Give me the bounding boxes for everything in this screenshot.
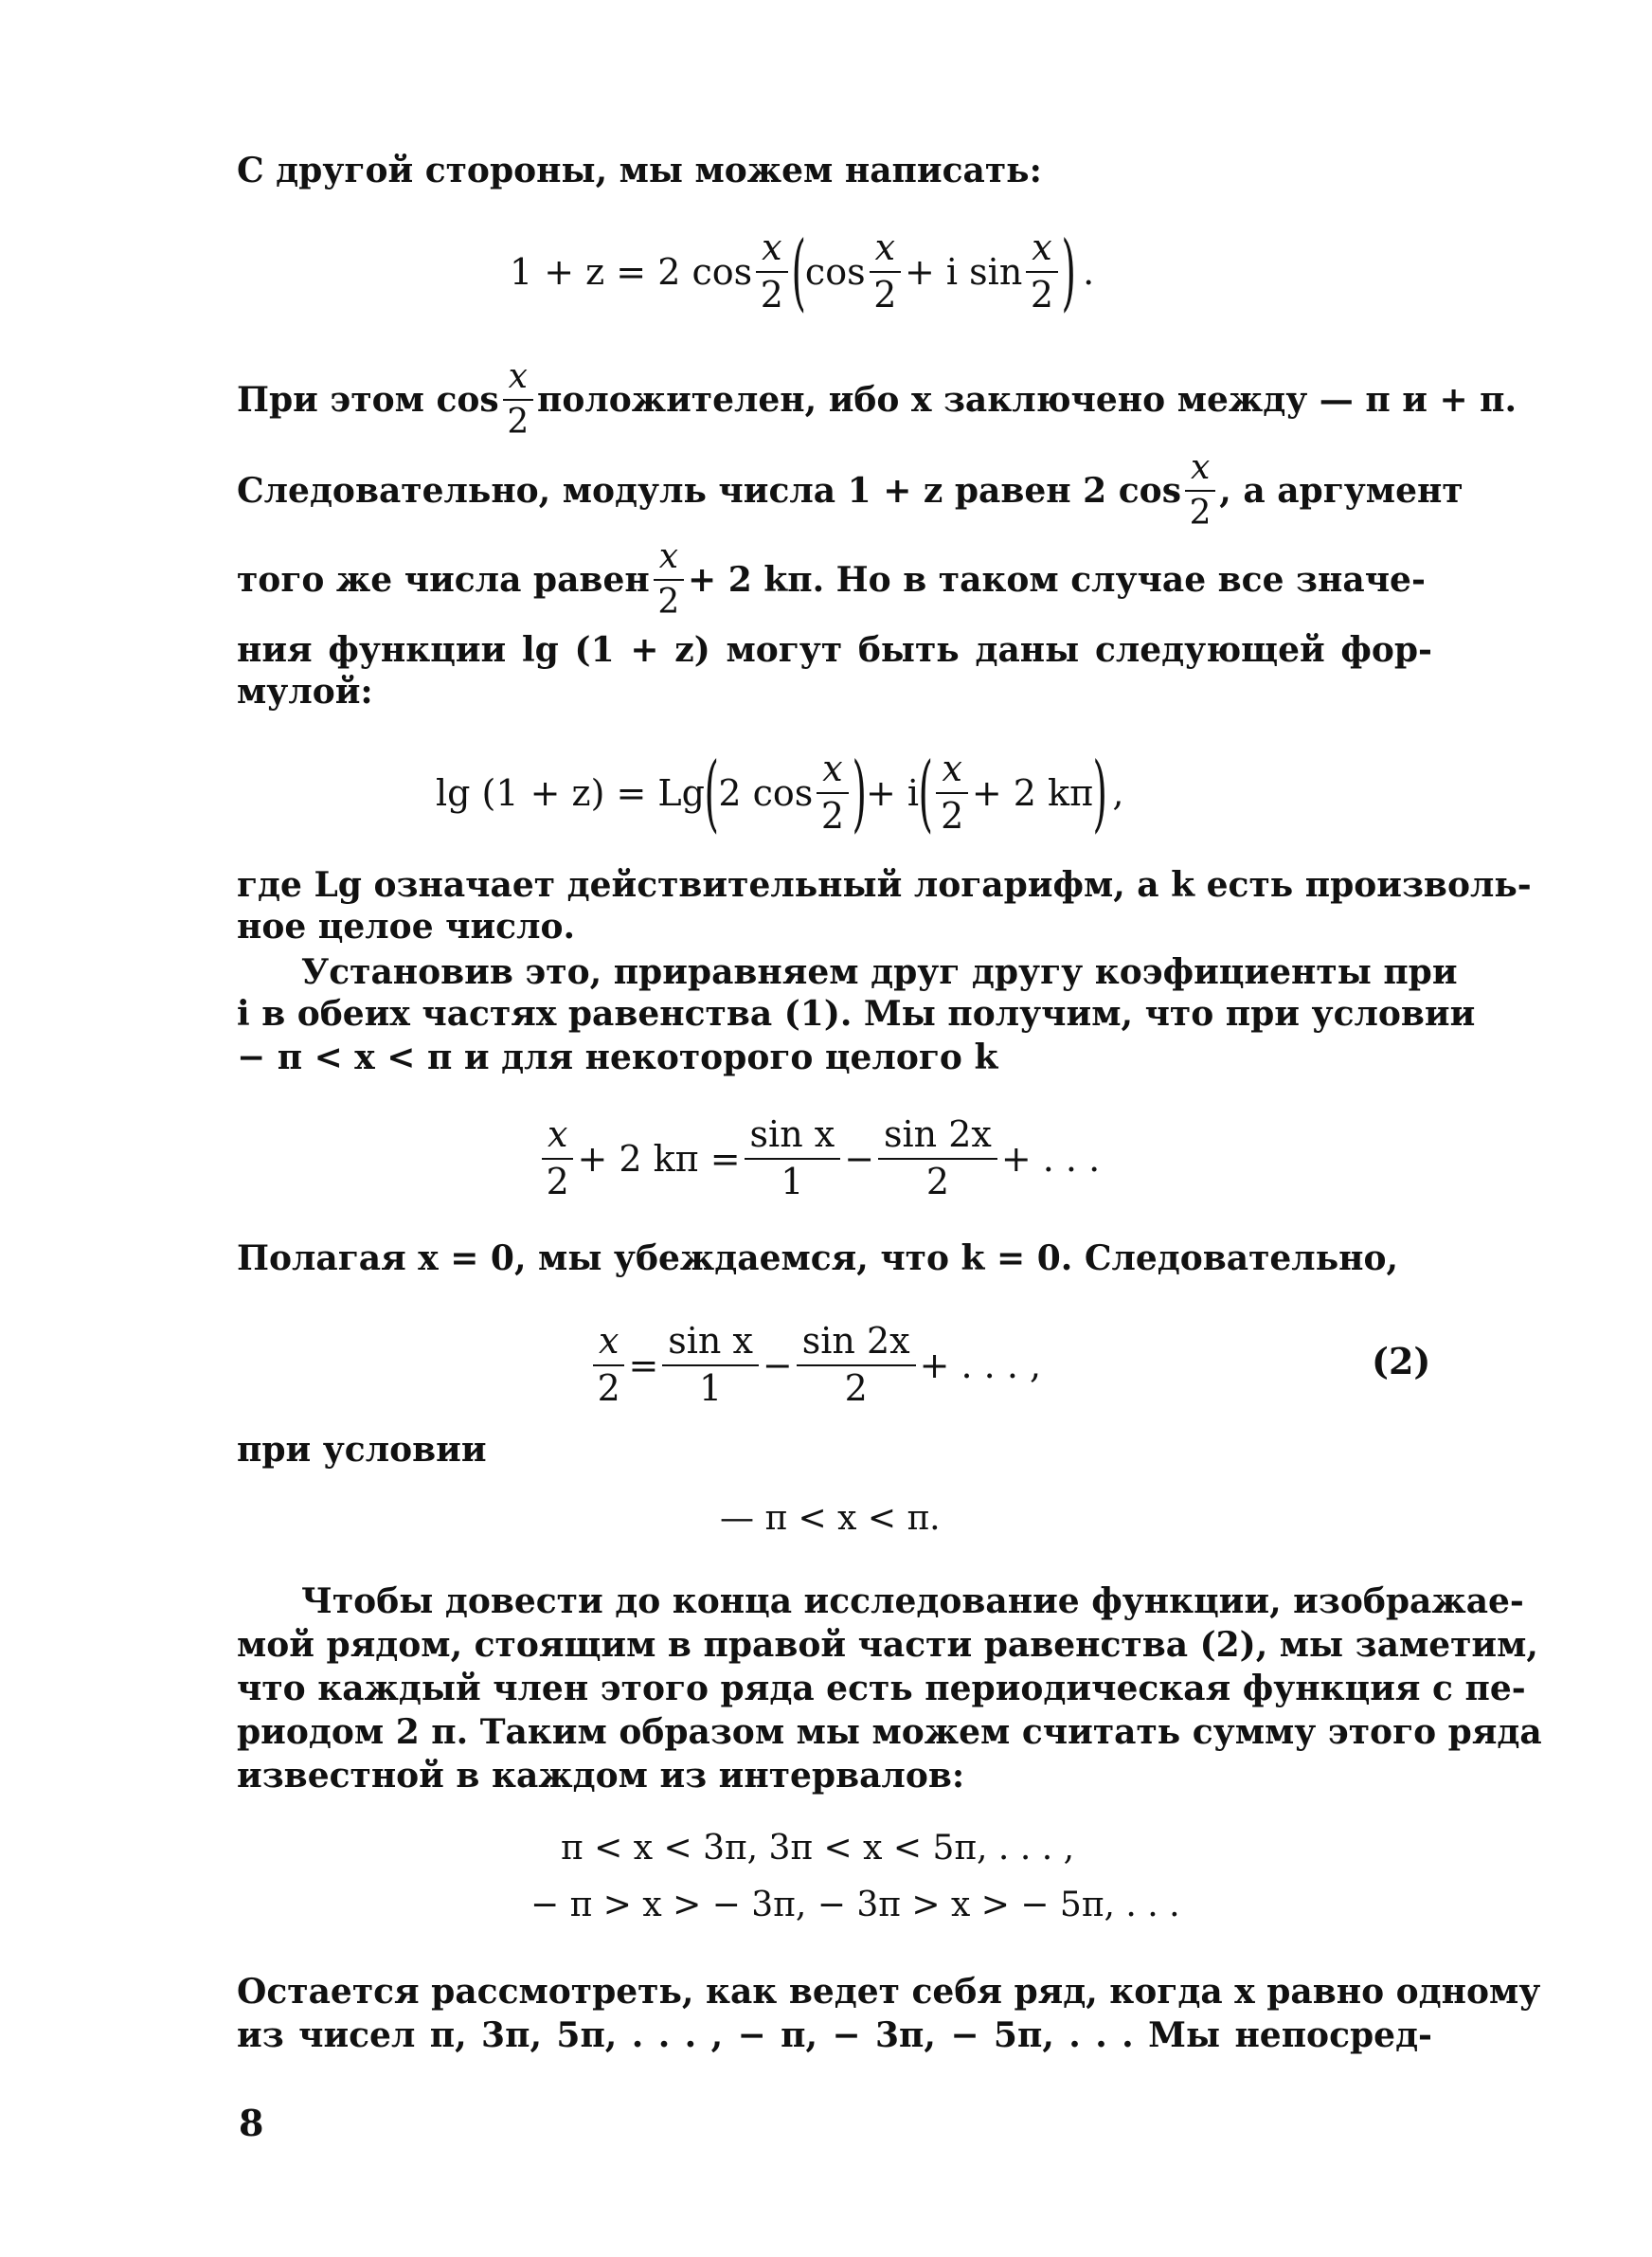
equation-7: − π > x > − 3π, − 3π > x > − 5π, . . . <box>530 1886 1180 1924</box>
paragraph-line-6: мулой: <box>237 672 373 712</box>
equation-2 <box>436 741 1124 845</box>
fraction-x-over-2: x 2 <box>870 229 901 315</box>
paragraph-line-7: где Lg означает действительный логарифм, а k есть произволь- <box>237 865 1532 905</box>
eq1-plus-i-sin: + i sin <box>905 251 1023 293</box>
paragraph-line-2: При этом cos x 2 положителен, ибо x заключено между — π и + π. <box>237 357 1517 442</box>
eq3-tail: + . . . <box>1000 1138 1101 1180</box>
equation-4 <box>589 1313 1041 1417</box>
paragraph-line-9: Установив это, приравняем друг другу коэфициенты при <box>301 952 1458 992</box>
equation-5: — π < x < π. <box>720 1499 941 1538</box>
paragraph-line-5: ния функции lg (1 + z) могут быть даны следующей фор- <box>237 630 1432 670</box>
fraction-x-over-2: x 2 <box>756 229 787 315</box>
paragraph-line-19: Остается рассмотреть, как ведет себя ряд, когда x равно одному <box>237 1972 1541 2012</box>
equation-1 <box>510 220 1094 324</box>
paragraph-line-20: из чисел π, 3π, 5π, . . . , − π, − 3π, − 5π, . . . Мы непосред- <box>237 2015 1432 2055</box>
right-paren: ) <box>852 744 867 841</box>
paragraph-line-17: риодом 2 π. Таким образом мы можем считать сумму этого ряда <box>237 1712 1542 1752</box>
fraction-x-over-2: $\frac{x}{2}$ <box>593 1323 624 1408</box>
fraction-x-over-2: x 2 <box>1185 450 1215 532</box>
eq4-equals: = <box>628 1345 659 1386</box>
eq4-minus: − <box>762 1345 793 1386</box>
eq4-tail: + . . . , <box>919 1345 1042 1386</box>
eq2-two-k-pi: + 2 kπ <box>971 772 1094 814</box>
right-paren: ) <box>1061 223 1076 320</box>
equation-6: π < x < 3π, 3π < x < 5π, . . . , <box>561 1829 1075 1868</box>
fraction-x-over-2: x 2 <box>936 750 967 836</box>
eq2-plus-i: + i <box>866 772 920 814</box>
fraction-x-over-2: x 2 <box>542 1116 573 1201</box>
eq2-cos: 2 cos <box>718 772 814 814</box>
fraction-sinx-over-1: $\frac{\text{sin x}}{1}$ <box>662 1323 759 1408</box>
fraction-sin2x-over-2: $\frac{\sin 2x}{2}$ <box>878 1116 997 1201</box>
fraction-sinx-over-1: $\frac{\text{sin x}}{1}$ <box>745 1116 841 1201</box>
paragraph-line-12: Полагая x = 0, мы убеждаемся, что k = 0. Следовательно, <box>237 1238 1399 1278</box>
paragraph-line-8: ное целое число. <box>237 907 576 947</box>
right-paren: ) <box>1092 744 1107 841</box>
paragraph-line-14: Чтобы довести до конца исследование функции, изображае- <box>301 1581 1524 1621</box>
eq2-lhs: lg (1 + z) = Lg <box>436 772 705 814</box>
left-paren: ( <box>704 744 719 841</box>
paragraph-line-16: что каждый член этого ряда есть периодическая функция с пе- <box>237 1669 1526 1708</box>
eq3-minus: − <box>844 1138 875 1180</box>
fraction-x-over-2: x 2 <box>1026 229 1057 315</box>
paragraph-line-15: мой рядом, стоящим в правой части равенства (2), мы заметим, <box>237 1625 1538 1665</box>
eq1-end: . <box>1083 251 1095 293</box>
paragraph-line-10: i в обеих частях равенства (1). Мы получим, что при условии <box>237 994 1476 1034</box>
eq1-lhs: 1 + z = 2 cos <box>510 251 753 293</box>
equation-3 <box>538 1107 1100 1211</box>
left-paren: ( <box>791 223 806 320</box>
paragraph-line-11: − π < x < π и для некоторого целого k <box>237 1038 998 1077</box>
eq1-cos: cos <box>804 251 866 293</box>
paragraph-line-1: С другой стороны, мы можем написать: <box>237 151 1042 190</box>
eq3-plus-2kpi: + 2 kπ = <box>577 1138 741 1180</box>
paragraph-line-3: Следовательно, модуль числа 1 + z равен 2 cos x 2 , а аргумент <box>237 448 1463 533</box>
fraction-x-over-2: x 2 <box>817 750 848 836</box>
page-number: 8 <box>239 2102 264 2144</box>
left-paren: ( <box>918 744 933 841</box>
eq2-end: , <box>1112 772 1124 814</box>
fraction-sin2x-over-2: $\frac{\sin 2x}{2}$ <box>797 1323 916 1408</box>
paragraph-line-4: того же числа равен x 2 + 2 kπ. Но в таком случае все значе- <box>237 537 1426 622</box>
fraction-x-over-2: x 2 <box>654 539 684 621</box>
paragraph-line-13: при условии <box>237 1430 487 1470</box>
fraction-x-over-2: x 2 <box>503 359 533 441</box>
paragraph-line-18: известной в каждом из интервалов: <box>237 1756 965 1796</box>
equation-number: (2) <box>1372 1340 1431 1382</box>
